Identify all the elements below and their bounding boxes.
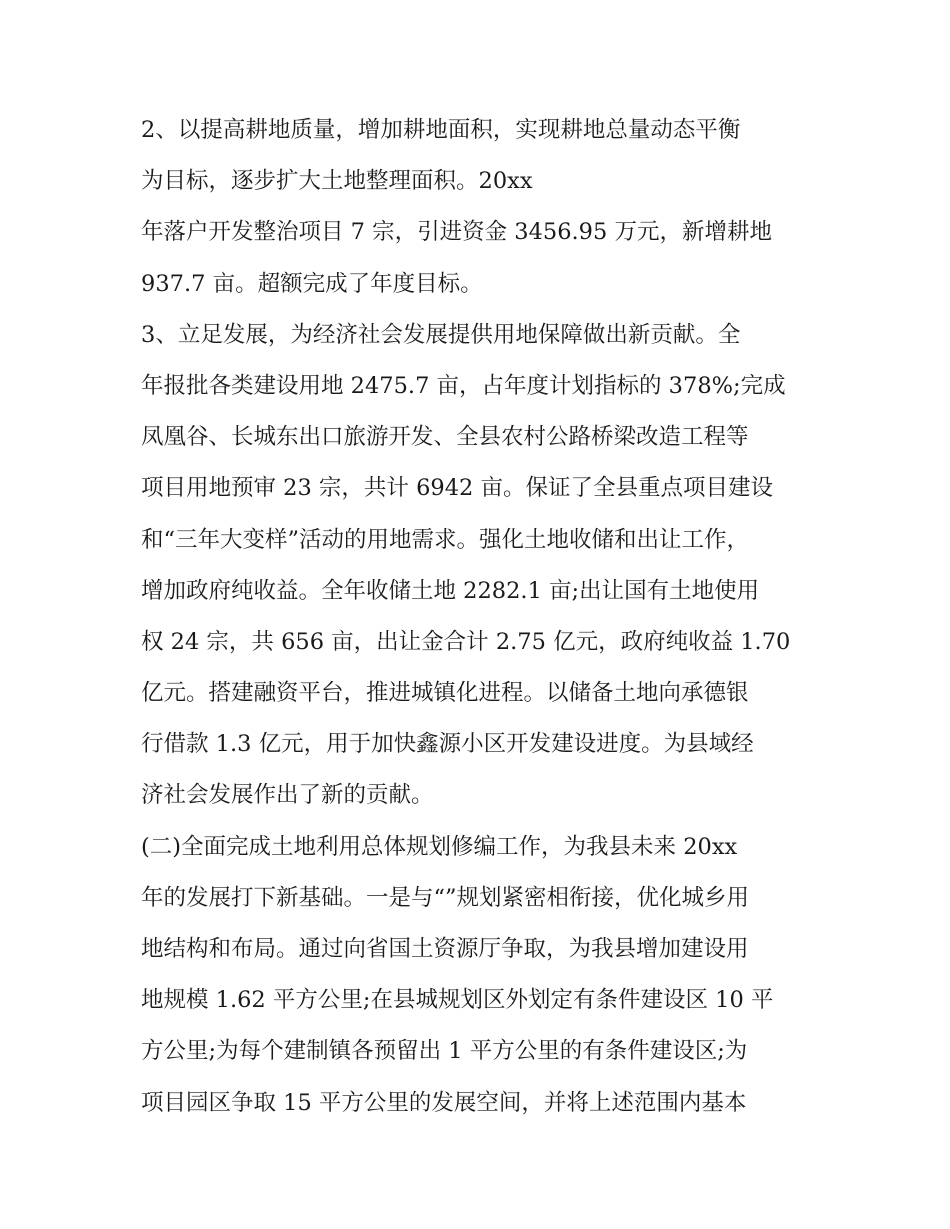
text-line: 年落户开发整治项目 7 宗，引进资金 3456.95 万元，新增耕地	[141, 219, 772, 246]
text-line: 2、以提高耕地质量，增加耕地面积，实现耕地总量动态平衡	[141, 117, 741, 143]
text-line: 3、立足发展，为经济社会发展提供用地保障做出新贡献。全	[141, 321, 741, 348]
text-line: 年的发展打下新基础。一是与“”规划紧密相衔接，优化城乡用	[141, 884, 750, 911]
text-line: 937.7 亩。超额完成了年度目标。	[141, 270, 483, 297]
text-line: 方公里;为每个建制镇各预留出 1 平方公里的有条件建设区;为	[141, 1038, 748, 1065]
body-text	[141, 105, 831, 1129]
text-line: (二)全面完成土地利用总体规划修编工作，为我县未来 20xx	[141, 833, 738, 860]
text-line: 为目标，逐步扩大土地整理面积。20xx	[141, 168, 533, 195]
text-line: 行借款 1.3 亿元，用于加快鑫源小区开发建设进度。为县域经	[141, 731, 754, 758]
text-line: 凤凰谷、长城东出口旅游开发、全县农村公路桥梁改造工程等	[141, 424, 749, 451]
text-line: 地规模 1.62 平方公里;在县城规划区外划定有条件建设区 10 平	[141, 987, 774, 1014]
text-line: 济社会发展作出了新的贡献。	[141, 782, 434, 809]
text-line: 增加政府纯收益。全年收储土地 2282.1 亩;出让国有土地使用	[141, 577, 760, 604]
text-line: 项目园区争取 15 平方公里的发展空间，并将上述范围内基本	[141, 1089, 747, 1116]
text-line: 权 24 宗，共 656 亩，出让金合计 2.75 亿元，政府纯收益 1.70	[141, 628, 791, 655]
text-line: 项目用地预审 23 宗，共计 6942 亩。保证了全县重点项目建设	[141, 475, 774, 502]
text-line: 和“三年大变样”活动的用地需求。强化土地收储和出让工作，	[141, 526, 750, 553]
text-line: 年报批各类建设用地 2475.7 亩，占年度计划指标的 378%;完成	[141, 372, 786, 399]
text-line: 亿元。搭建融资平台，推进城镇化进程。以储备土地向承德银	[141, 680, 749, 707]
text-line: 地结构和布局。通过向省国土资源厅争取，为我县增加建设用	[141, 936, 749, 962]
